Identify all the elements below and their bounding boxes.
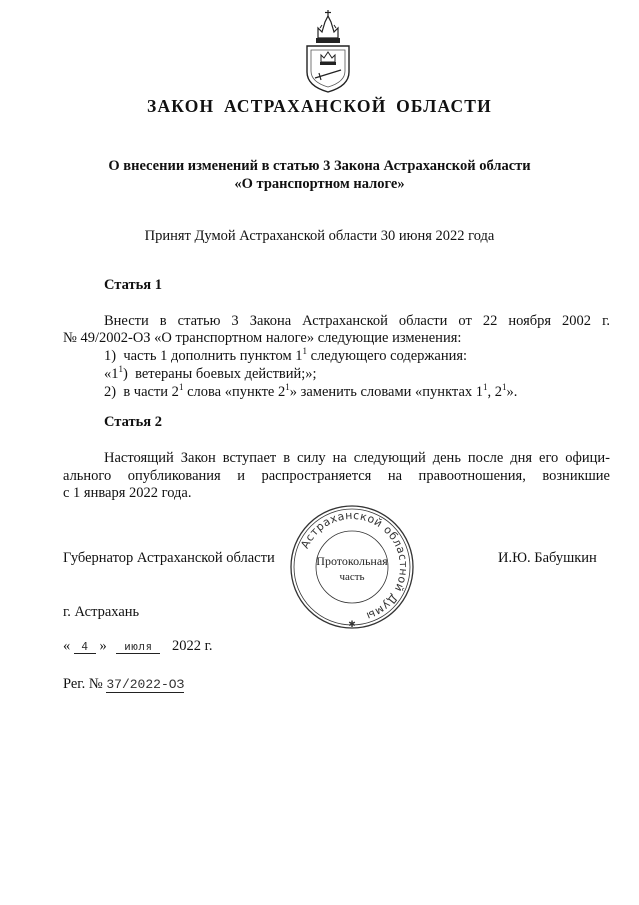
date-open-quote: « [63, 638, 71, 654]
article-2-line-3: с 1 января 2022 года. [63, 485, 192, 501]
article-1-paragraph-line-2: № 49/2002-ОЗ «О транспортном налоге» следующие изменения: [63, 330, 462, 346]
quote-text: «1 [104, 366, 119, 382]
governor-title: Губернатор Астраханской области [63, 550, 275, 566]
article-2-line-1: Настоящий Закон вступает в силу на следующий день после дня его офици- [104, 450, 610, 466]
official-stamp [288, 503, 416, 631]
date-year: 2022 г. [172, 638, 213, 654]
article-1-heading: Статья 1 [104, 277, 162, 293]
quote-superscript: 1 [118, 364, 123, 374]
subtitle-line-2: «О транспортном налоге» [234, 176, 405, 192]
item-2-text-b: слова «пункте 2 [183, 384, 286, 400]
item-2-text-c: » заменить словами «пунктах 1 [289, 384, 483, 400]
law-title: ЗАКОН АСТРАХАНСКОЙ ОБЛАСТИ [147, 96, 492, 116]
item-2-text-e: ». [506, 384, 518, 400]
stamp-ring-text: Астраханской областной Думы [298, 508, 411, 623]
registration-number: 37/2022-ОЗ [106, 677, 185, 692]
stamp-star-icon: ✱ [348, 619, 356, 629]
date-month: июля [116, 640, 160, 654]
article-2-line-2: ального опубликования и распространяется на правоотношения, возникшие [63, 468, 610, 484]
item-2-sup-2: 1 [285, 382, 290, 392]
item-2-sup-4: 1 [502, 382, 507, 392]
subtitle-line-1: О внесении изменений в статью 3 Закона Астраханской области [108, 158, 531, 174]
item-1-text-end: следующего содержания: [307, 348, 468, 364]
date-close-quote: » [99, 638, 107, 654]
item-2-sup-1: 1 [178, 382, 184, 392]
date-day: 4 [74, 640, 96, 654]
article-1-paragraph-line-1: Внести в статью 3 Закона Астраханской области от 22 ноября 2002 г. [104, 313, 610, 329]
item-2-text-a: 2) в части 2 [104, 384, 179, 400]
adoption-note: Принят Думой Астраханской области 30 июня 2022 года [144, 228, 495, 244]
article-1-item-1 [104, 348, 467, 365]
item-2-text-d: , 2 [487, 384, 502, 400]
registration [63, 676, 184, 693]
stamp-center-line-2: часть [339, 571, 365, 583]
city: г. Астрахань [63, 604, 140, 620]
registration-label: Рег. № [63, 676, 103, 692]
article-1-item-1-quote [104, 366, 317, 383]
quote-text-end: ) ветераны боевых действий;»; [123, 366, 317, 382]
item-1-text: 1) часть 1 дополнить пунктом 1 [104, 348, 303, 364]
article-2-heading: Статья 2 [104, 414, 162, 430]
signing-date [63, 638, 213, 655]
coat-of-arms-emblem [301, 8, 355, 94]
stamp-center-line-1: Протокольная [316, 554, 388, 568]
governor-name: И.Ю. Бабушкин [498, 550, 597, 566]
law-subtitle [0, 157, 639, 193]
article-1-item-2 [104, 384, 517, 401]
item-2-sup-3: 1 [483, 382, 488, 392]
item-1-superscript: 1 [302, 346, 308, 356]
